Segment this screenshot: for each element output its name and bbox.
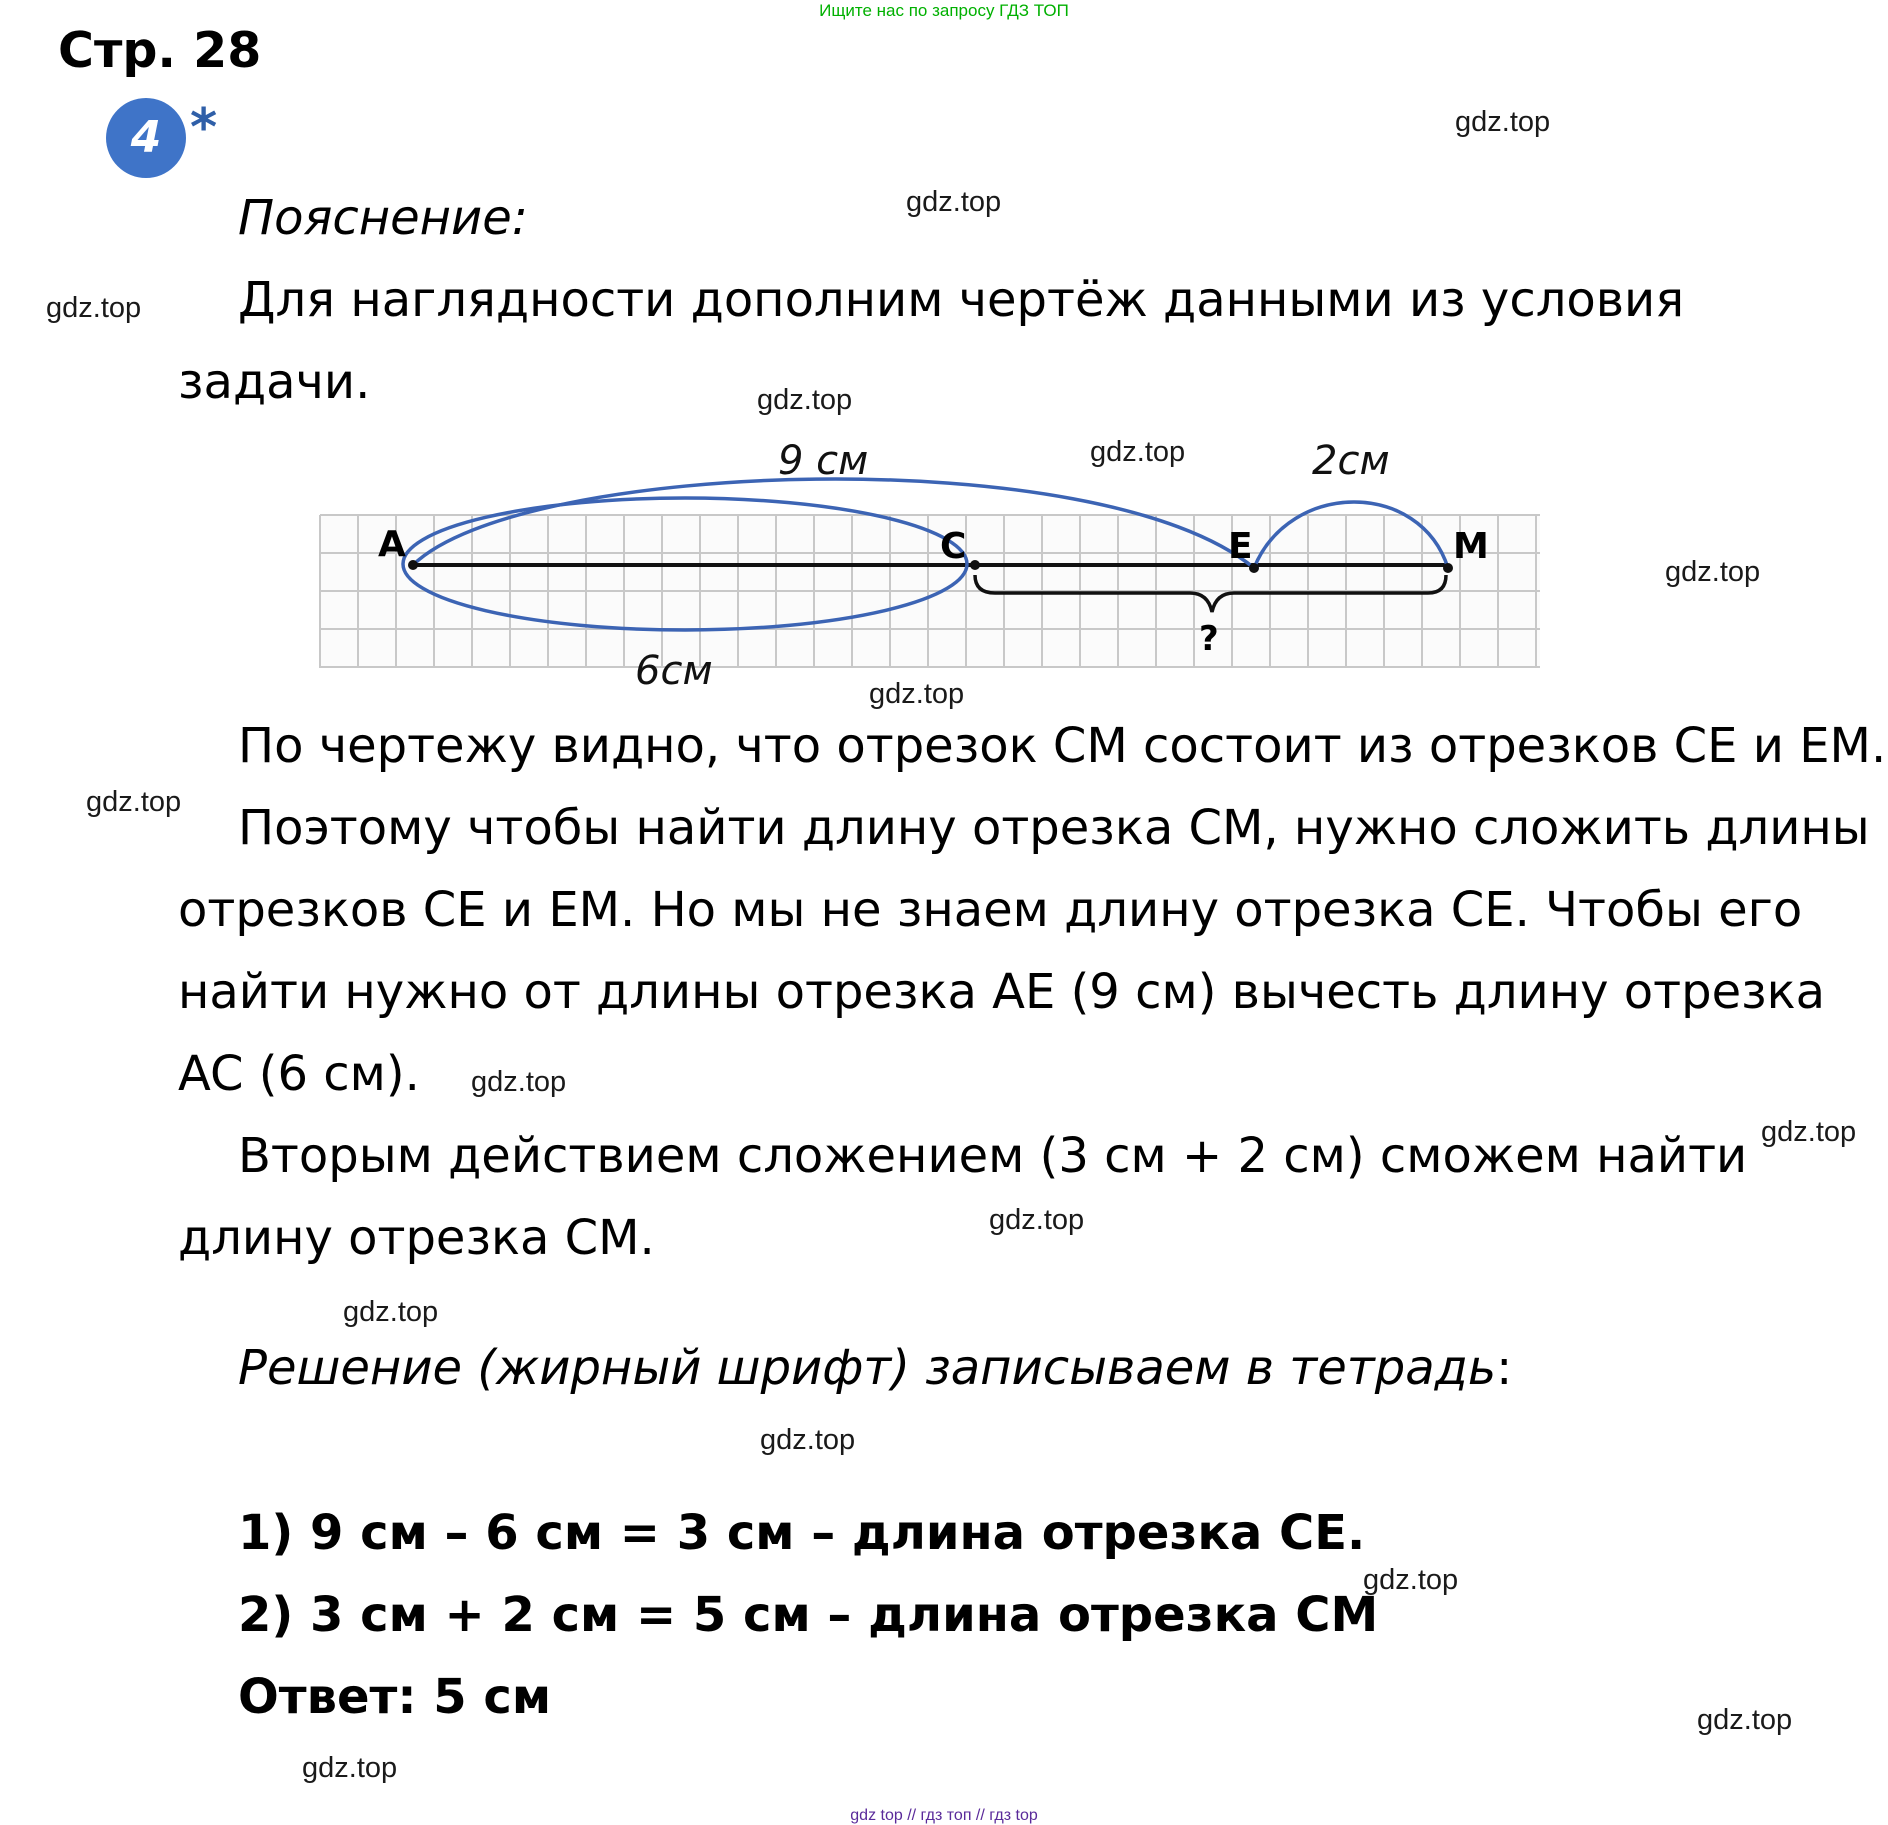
solution-step-2: 2) 3 см + 2 см = 5 см – длина отрезка CM (238, 1587, 1379, 1643)
page-title: Стр. 28 (58, 22, 262, 79)
top-banner: Ищите нас по запросу ГДЗ ТОП (819, 1, 1069, 20)
segment-diagram (0, 0, 1888, 720)
intro-line-1: Для наглядности дополним чертёж данными из условия (238, 272, 1685, 328)
solution-label (238, 1340, 1512, 1396)
watermark: gdz.top (760, 1424, 856, 1456)
label-em-length: 2см (1312, 438, 1390, 484)
explanation-label: Пояснение: (238, 190, 528, 246)
watermark: gdz.top (343, 1296, 439, 1328)
solution-label-colon: : (1496, 1340, 1513, 1396)
watermark: gdz.top (1761, 1116, 1857, 1148)
label-ac-length: 6см (635, 648, 713, 694)
task-number-badge: 4 (106, 98, 186, 178)
watermark: gdz.top (1665, 556, 1761, 588)
watermark: gdz.top (757, 384, 853, 416)
point-c-dot (970, 560, 980, 570)
paragraph1-line-1: По чертежу видно, что отрезок CM состоит из отрезков CE и EM. (238, 718, 1887, 774)
watermark: gdz.top (471, 1066, 567, 1098)
intro-line-2: задачи. (178, 354, 371, 410)
footer-links: gdz top // гдз топ // гдз top (850, 1807, 1038, 1824)
label-point-c: C (940, 526, 967, 567)
point-a-dot (408, 560, 418, 570)
label-cm-unknown: ? (1199, 619, 1219, 659)
watermark: gdz.top (989, 1204, 1085, 1236)
point-m-dot (1443, 563, 1453, 573)
watermark: gdz.top (906, 186, 1002, 218)
label-ae-length: 9 см (778, 438, 869, 484)
solution-step-1: 1) 9 см – 6 см = 3 см – длина отрезка CE. (238, 1505, 1366, 1561)
paragraph2-line-2: длину отрезка CM. (178, 1210, 655, 1266)
label-point-m: M (1453, 526, 1489, 567)
paragraph2-line-1: Вторым действием сложением (3 см + 2 см) сможем найти (238, 1128, 1748, 1184)
watermark: gdz.top (46, 292, 142, 324)
watermark: gdz.top (1455, 106, 1551, 138)
paragraph1-line-3: отрезков CE и EM. Но мы не знаем длину отрезка CE. Чтобы его (178, 882, 1803, 938)
watermark: gdz.top (869, 678, 965, 710)
paragraph1-line-4: найти нужно от длины отрезка AE (9 см) вычесть длину отрезка (178, 964, 1826, 1020)
solution-label-text: Решение (жирный шрифт) записываем в тетрадь (238, 1340, 1497, 1396)
watermark: gdz.top (1090, 436, 1186, 468)
paragraph1-line-5: AC (6 см). (178, 1046, 420, 1102)
label-point-a: A (378, 524, 406, 565)
watermark: gdz.top (1363, 1564, 1459, 1596)
watermark: gdz.top (302, 1752, 398, 1784)
paragraph1-line-2: Поэтому чтобы найти длину отрезка CM, нужно сложить длины (238, 800, 1870, 856)
watermark: gdz.top (86, 786, 182, 818)
label-point-e: E (1228, 526, 1253, 567)
solution-answer: Ответ: 5 см (238, 1669, 552, 1725)
task-star-icon: * (190, 98, 218, 158)
watermark: gdz.top (1697, 1704, 1793, 1736)
